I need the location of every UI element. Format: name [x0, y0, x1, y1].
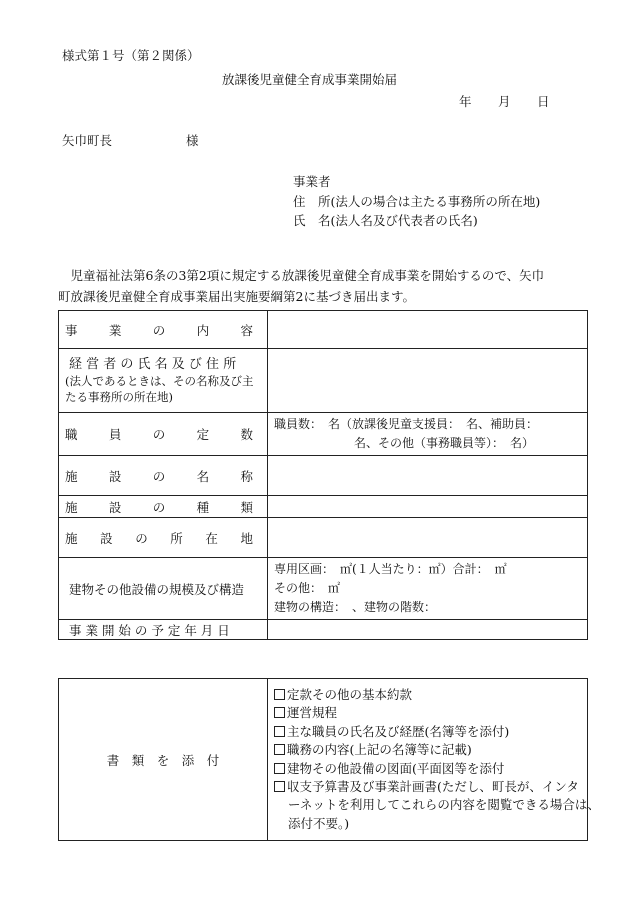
addressee-name: 矢巾町長	[62, 133, 113, 148]
applicant-name-label: 氏 名(法人名及び代表者の氏名)	[293, 213, 478, 228]
business-content-field[interactable]	[268, 311, 588, 349]
date-day: 日	[537, 94, 550, 109]
body-paragraph	[58, 265, 588, 307]
date-month: 月	[498, 94, 511, 109]
operator-label: 経 営 者 の 氏 名 及 び 住 所 (法人であるときは、その名称及び主 たる事務所の所在地)	[59, 349, 268, 413]
business-content-label: 事 業 の 内 容	[59, 311, 268, 349]
facility-location-field[interactable]	[268, 518, 588, 558]
checkbox-icon[interactable]	[274, 781, 285, 792]
facility-name-label: 施 設 の 名 称	[59, 456, 268, 496]
date-year: 年	[459, 94, 472, 109]
row-start-date	[59, 620, 588, 640]
row-facility-type	[59, 496, 588, 518]
facility-name-field[interactable]	[268, 456, 588, 496]
checkbox-icon[interactable]	[274, 726, 285, 737]
building-field[interactable]: 専用区画： ㎡(１人当たり：㎡）合計： ㎡ その他： ㎡ 建物の構造： 、建物の階数：	[268, 558, 588, 620]
row-operator	[59, 349, 588, 413]
checkbox-icon[interactable]	[274, 689, 285, 700]
staff-label: 職 員 の 定 数	[59, 413, 268, 456]
form-number: 様式第１号（第２関係）	[62, 48, 200, 63]
attachments-label: 書 類 を 添 付	[59, 679, 268, 841]
attachment-item[interactable]: 定款その他の基本約款	[274, 686, 581, 704]
row-building	[59, 558, 588, 620]
applicant-heading: 事業者	[293, 174, 331, 189]
row-facility-name	[59, 456, 588, 496]
row-staff	[59, 413, 588, 456]
attachment-item[interactable]: 建物その他設備の図面(平面図等を添付	[274, 760, 581, 778]
applicant-address-label: 住 所(法人の場合は主たる事務所の所在地)	[293, 194, 541, 209]
row-business-content	[59, 311, 588, 349]
form-title: 放課後児童健全育成事業開始届	[222, 72, 398, 87]
start-date-label: 事 業 開 始 の 予 定 年 月 日	[59, 620, 268, 640]
attachments-table	[58, 678, 600, 841]
attachment-item[interactable]: 収支予算書及び事業計画書(ただし、町長が、インタ	[274, 778, 581, 796]
checkbox-icon[interactable]	[274, 707, 285, 718]
checkbox-icon[interactable]	[274, 744, 285, 755]
checkbox-icon[interactable]	[274, 763, 285, 774]
addressee-honorific: 様	[186, 133, 199, 148]
notification-table	[58, 310, 588, 640]
body-line-1: 児童福祉法第6条の3第2項に規定する放課後児童健全育成事業を開始するので、矢巾	[70, 268, 545, 283]
attachment-item-continued: 添付不要。)	[288, 815, 350, 831]
facility-type-label: 施 設 の 種 類	[59, 496, 268, 518]
attachments-list	[268, 679, 600, 841]
row-attachments	[59, 679, 588, 841]
attachment-item-continued: ーネットを利用してこれらの内容を閲覧できる場合は、	[288, 797, 600, 813]
attachment-item[interactable]: 職務の内容(上記の名簿等に記載)	[274, 741, 581, 759]
building-label: 建物その他設備の規模及び構造	[59, 558, 268, 620]
attachment-item[interactable]: 主な職員の氏名及び経歴(名簿等を添付)	[274, 723, 581, 741]
row-facility-location	[59, 518, 588, 558]
facility-location-label: 施 設 の 所 在 地	[59, 518, 268, 558]
staff-field[interactable]: 職員数： 名（放課後児童支援員： 名、補助員： 名、その他（事務職員等）： 名）	[268, 413, 588, 456]
operator-field[interactable]	[268, 349, 588, 413]
body-line-2: 町放課後児童健全育成事業届出実施要綱第2に基づき届出ます。	[58, 289, 415, 304]
attachment-item[interactable]: 運営規程	[274, 704, 581, 722]
facility-type-field[interactable]	[268, 496, 588, 518]
start-date-field[interactable]	[268, 620, 588, 640]
